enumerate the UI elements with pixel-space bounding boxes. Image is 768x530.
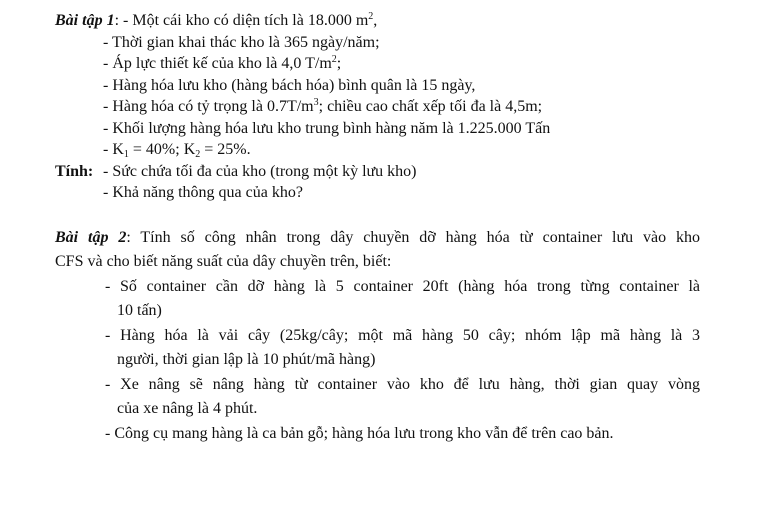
ex2-intro-line-2: CFS và cho biết năng suất của dây chuyền trên, biết: <box>55 253 392 270</box>
ex2-item-2-line-1: - Hàng hóa là vải cây (25kg/cây; một mã hàng 50 cây; nhóm lập mã hàng là 3 <box>105 326 700 344</box>
ex1-given-2 <box>55 53 700 75</box>
ex2-section <box>55 226 700 447</box>
ex1-given-4-end: ; chiều cao chất xếp tối đa là 4,5m; <box>318 98 543 115</box>
ex1-title: Bài tập 1 <box>55 12 115 29</box>
ex1-given-1: - Thời gian khai thác kho là 365 ngày/năm; <box>103 33 380 51</box>
ex1-k-sub-1: 1 <box>123 149 129 160</box>
ex1-compute-line-1 <box>55 161 700 183</box>
ex1-k-end: = 25%. <box>200 141 251 158</box>
ex1-given-2-end: ; <box>336 55 342 72</box>
ex2-item-3-line-1: - Xe nâng sẽ nâng hàng từ container vào kho để lưu hàng, thời gian quay vòng <box>105 375 700 393</box>
ex1-k-sub-2: 2 <box>195 149 201 160</box>
document-body <box>55 10 700 446</box>
ex2-item-4: - Công cụ mang hàng là ca bản gỗ; hàng hóa lưu trong kho vẫn để trên cao bản. <box>105 424 614 442</box>
section-gap <box>55 204 700 226</box>
ex2-title: Bài tập 2 <box>55 228 127 246</box>
ex1-compute-q2: - Khả năng thông qua của kho? <box>103 184 303 201</box>
ex1-given-4-text: - Hàng hóa có tỷ trọng là 0.7T/m <box>103 98 314 115</box>
ex1-given-4-sup: 3 <box>313 97 319 108</box>
ex1-given-3: - Hàng hóa lưu kho (hàng bách hóa) bình quân là 15 ngày, <box>103 76 476 94</box>
ex1-given-2-sup: 2 <box>331 54 337 65</box>
ex1-given-5: - Khối lượng hàng hóa lưu kho trung bình hàng năm là 1.225.000 Tấn <box>103 119 551 137</box>
ex1-intro: : - Một cái kho có diện tích là 18.000 m <box>114 12 369 29</box>
ex2-item-1-line-1: - Số container cần dỡ hàng là 5 container 20ft (hàng hóa trong từng container là <box>105 277 700 295</box>
ex1-given-4 <box>55 96 700 118</box>
ex2-item-2-line-2: người, thời gian lập là 10 phút/mã hàng) <box>117 351 376 368</box>
ex1-intro-sup: 2 <box>368 11 374 22</box>
ex2-item-3-line-2: của xe nâng là 4 phút. <box>117 400 258 417</box>
ex1-intro-end: , <box>373 12 378 29</box>
ex1-k-label-1: - K <box>103 141 124 158</box>
ex1-given-6 <box>55 139 700 161</box>
ex1-given-2-text: - Áp lực thiết kế của kho là 4,0 T/m <box>103 55 332 72</box>
ex1-k-label-2: = 40%; K <box>128 141 196 158</box>
ex1-intro-line <box>55 10 700 32</box>
ex1-compute-q1: - Sức chứa tối đa của kho (trong một kỳ lưu kho) <box>103 162 417 180</box>
ex1-compute-label: Tính: <box>55 162 94 180</box>
ex2-intro-1: : Tính số công nhân trong dây chuyền dỡ hàng hóa từ container lưu vào kho <box>126 228 701 246</box>
ex2-item-1-line-2: 10 tấn) <box>117 302 162 319</box>
ex2-intro-line-1 <box>55 226 700 251</box>
